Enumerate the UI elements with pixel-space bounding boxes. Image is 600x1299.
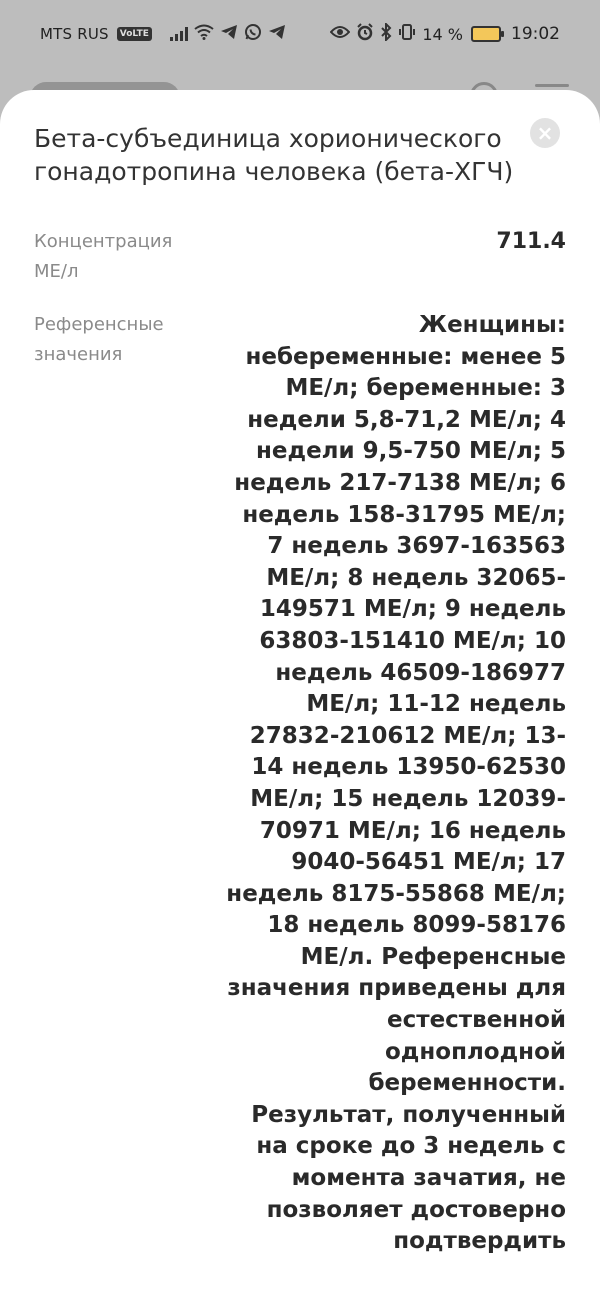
concentration-label	[34, 227, 204, 287]
telegram-icon	[220, 24, 238, 44]
carrier-name: MTS RUS	[40, 25, 109, 43]
signal-icon	[170, 27, 188, 41]
status-bar-left	[40, 23, 286, 45]
status-bar	[0, 0, 600, 68]
battery-percent: 14 %	[422, 24, 463, 44]
clock-time: 19:02	[511, 24, 560, 44]
wifi-icon	[194, 24, 214, 44]
telegram-icon	[268, 24, 286, 44]
eye-icon	[330, 25, 350, 43]
concentration-row	[34, 227, 566, 287]
vibrate-icon	[398, 23, 416, 45]
details-bottom-sheet	[0, 90, 600, 1299]
volte-badge: VoLTE	[117, 27, 152, 41]
reference-row	[34, 310, 566, 1258]
close-icon: ×	[536, 121, 554, 145]
reference-values-text: Женщины: небеременные: менее 5 МЕ/л; беременные: 3 недели 5,8-71,2 МЕ/л; 4 недели 9,5-750 МЕ/л; 5 недель 217-7138 МЕ/л; 6 недель 158-31795 МЕ/л; 7 недель 3697-163563 МЕ/л; 8 недель 32065-149571 МЕ/л; 9 недель 63803-151410 МЕ/л; 10 недель 46509-186977 МЕ/л; 11-12 недель 27832-210612 МЕ/л; 13-14 недель 13950-62530 МЕ/л; 15 недель 12039-70971 МЕ/л; 16 недель 9040-56451 МЕ/л; 17 недель 8175-55868 МЕ/л; 18 недель 8099-58176 МЕ/л. Референсные значения приведены для естественной одноплодной беременности. Результат, полученный на сроке до 3 недель с момента зачатия, не позволяет достоверно подтвердить	[226, 312, 566, 1255]
battery-icon	[471, 26, 501, 42]
concentration-value: 711.4	[496, 229, 566, 254]
bluetooth-icon	[380, 23, 392, 45]
reference-label-line2: значения	[34, 344, 123, 365]
close-button[interactable]	[530, 118, 560, 148]
test-title: Бета-субъединица хорионического гонадотропина человека (бета-ХГЧ)	[34, 124, 514, 186]
concentration-label-name: Концентрация	[34, 231, 173, 252]
reference-label	[34, 310, 204, 1258]
reference-label-line1: Референсные	[34, 314, 164, 335]
whatsapp-icon	[244, 23, 262, 45]
concentration-label-unit: МЕ/л	[34, 261, 79, 282]
status-bar-right	[330, 23, 560, 45]
alarm-icon	[356, 23, 374, 45]
